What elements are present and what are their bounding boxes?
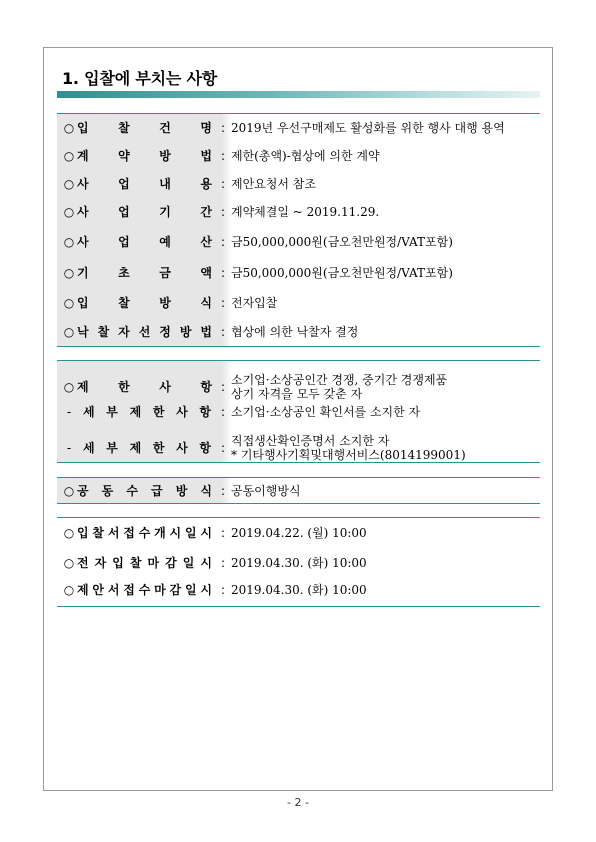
label-char: 사 (159, 380, 171, 394)
row-label (77, 526, 212, 540)
value-line: 2019년 우선구매제도 활성화를 위한 행사 대행 용역 (231, 121, 505, 135)
label-char: 한 (152, 441, 165, 455)
row-value (231, 405, 538, 419)
circle-bullet-icon: ○ (63, 177, 75, 191)
label-char: 입 (77, 296, 89, 310)
row-label (77, 205, 212, 219)
value-line: 직접생산확인증명서 소지한 자 (231, 434, 390, 448)
label-char: 입 (77, 121, 89, 135)
value-line: 전자입찰 (231, 296, 278, 310)
label-char: 찰 (118, 296, 130, 310)
value-line: 2019.04.22. (월) 10:00 (231, 526, 367, 540)
label-char: 간 (200, 205, 212, 219)
value-line: 제한(총액)-협상에 의한 계약 (231, 149, 380, 163)
label-char: 식 (200, 484, 212, 498)
label-char: 액 (200, 266, 212, 280)
row-value (231, 296, 538, 310)
dash-bullet: - (66, 405, 72, 419)
label-char: 업 (118, 177, 130, 191)
row-label (77, 177, 212, 191)
label-char: 찰 (97, 325, 110, 339)
label-char: 일 (184, 583, 197, 597)
label-char: 부 (106, 441, 118, 455)
value-line: 2019.04.30. (화) 10:00 (231, 556, 367, 570)
circle-bullet-icon: ○ (63, 266, 75, 280)
label-char: 공 (77, 484, 89, 498)
section-title: 1. 입찰에 부치는 사항 (62, 69, 217, 88)
row-colon: : (220, 149, 226, 163)
label-char: 명 (200, 121, 212, 135)
label-char: 기 (159, 205, 171, 219)
label-char: 시 (200, 583, 212, 597)
row-label (77, 296, 212, 310)
row-label (77, 121, 212, 135)
label-char: 찰 (92, 526, 105, 540)
label-char: 약 (118, 149, 130, 163)
circle-bullet-icon: ○ (63, 556, 75, 570)
value-line: 금50,000,000원(금오천만원정/VAT포함) (231, 235, 453, 249)
label-char: 일 (182, 556, 195, 570)
row-colon: : (220, 325, 226, 339)
value-line: 계약체결일 ~ 2019.11.29. (231, 205, 380, 219)
circle-bullet-icon: ○ (63, 484, 75, 498)
label-char: 제 (77, 380, 89, 394)
label-char: 수 (138, 583, 151, 597)
label-char: 마 (147, 556, 160, 570)
bid-info-box (57, 113, 540, 347)
row-label (77, 380, 212, 394)
label-char: 자 (118, 325, 130, 339)
circle-bullet-icon: ○ (63, 380, 75, 394)
row-value (231, 434, 538, 462)
row-colon: : (220, 121, 226, 135)
row-label (83, 441, 211, 455)
label-char: 제 (129, 405, 142, 419)
label-char: 식 (200, 296, 212, 310)
dash-bullet: - (66, 441, 72, 455)
label-char: 일 (184, 526, 197, 540)
label-char: 세 (83, 441, 95, 455)
label-char: 시 (200, 526, 212, 540)
label-char: 계 (77, 149, 89, 163)
label-char: 찰 (118, 121, 130, 135)
label-char: 입 (77, 526, 89, 540)
row-label (83, 405, 211, 419)
label-char: 기 (77, 266, 89, 280)
label-char: 용 (200, 177, 212, 191)
row-value (231, 205, 538, 219)
circle-bullet-icon: ○ (63, 205, 75, 219)
label-char: 안 (92, 583, 105, 597)
label-char: 한 (118, 380, 130, 394)
page-number: - 2 - (287, 796, 309, 809)
circle-bullet-icon: ○ (63, 149, 75, 163)
label-char: 법 (200, 149, 212, 163)
label-char: 항 (199, 405, 211, 419)
row-colon: : (220, 266, 226, 280)
row-label (77, 266, 212, 280)
row-value (231, 484, 538, 498)
label-char: 내 (159, 177, 171, 191)
schedule-box (57, 517, 540, 607)
circle-bullet-icon: ○ (63, 325, 75, 339)
row-value (231, 177, 538, 191)
label-char: 사 (176, 441, 188, 455)
label-char: 예 (159, 235, 171, 249)
value-line: 상기 자격을 모두 갖춘 자 (231, 387, 363, 401)
label-char: 낙 (77, 325, 89, 339)
value-line: 금50,000,000원(금오천만원정/VAT포함) (231, 266, 453, 280)
label-char: 선 (138, 325, 151, 339)
row-colon: : (220, 484, 226, 498)
row-value (231, 121, 538, 135)
row-label (77, 235, 212, 249)
label-char: 접 (123, 583, 135, 597)
row-colon: : (220, 526, 226, 540)
row-label (77, 556, 212, 570)
label-char: 입 (112, 556, 124, 570)
label-char: 시 (169, 526, 182, 540)
label-char: 사 (77, 205, 89, 219)
row-colon: : (220, 405, 226, 419)
label-char: 사 (77, 177, 89, 191)
label-char: 사 (176, 405, 188, 419)
label-char: 마 (154, 583, 166, 597)
row-colon: : (220, 235, 226, 249)
label-char: 수 (138, 526, 151, 540)
label-char: 한 (152, 405, 165, 419)
restriction-box (57, 360, 540, 463)
row-value (231, 373, 538, 401)
label-char: 감 (169, 583, 182, 597)
label-char: 개 (154, 526, 166, 540)
row-label (77, 325, 212, 339)
row-colon: : (220, 205, 226, 219)
label-char: 접 (123, 526, 135, 540)
label-char: 감 (165, 556, 177, 570)
row-colon: : (220, 296, 226, 310)
row-value (231, 149, 538, 163)
label-char: 자 (94, 556, 107, 570)
label-char: 제 (77, 583, 89, 597)
label-char: 방 (159, 296, 171, 310)
value-line: 제안요청서 참조 (231, 177, 316, 191)
label-char: 업 (118, 205, 130, 219)
circle-bullet-icon: ○ (63, 121, 75, 135)
circle-bullet-icon: ○ (63, 296, 75, 310)
label-char: 제 (129, 441, 142, 455)
label-char: 건 (159, 121, 171, 135)
label-char: 방 (159, 149, 171, 163)
label-char: 업 (118, 235, 130, 249)
row-label (77, 484, 212, 498)
row-label (77, 583, 212, 597)
label-char: 항 (199, 441, 211, 455)
circle-bullet-icon: ○ (63, 583, 75, 597)
row-colon: : (220, 556, 226, 570)
value-line: * 기타행사기획및대행서비스(8014199001) (231, 448, 466, 462)
joint-supply-box (57, 477, 540, 504)
label-char: 서 (107, 526, 120, 540)
row-value (231, 266, 538, 280)
row-value (231, 325, 538, 339)
row-value (231, 583, 538, 597)
label-char: 세 (83, 405, 95, 419)
label-char: 방 (179, 325, 192, 339)
value-line: 소기업·소상공인 확인서를 소지한 자 (231, 405, 421, 419)
row-colon: : (220, 583, 226, 597)
label-char: 전 (77, 556, 89, 570)
label-char: 수 (126, 484, 138, 498)
label-char: 정 (159, 325, 171, 339)
label-char: 항 (200, 380, 212, 394)
label-char: 법 (200, 325, 212, 339)
value-line: 소기업·소상공인간 경쟁, 중기간 경쟁제품 (231, 373, 448, 387)
row-colon: : (220, 380, 226, 394)
row-value (231, 556, 538, 570)
row-value (231, 235, 538, 249)
value-line: 협상에 의한 낙찰자 결정 (231, 325, 359, 339)
label-char: 산 (200, 235, 212, 249)
label-char: 시 (200, 556, 212, 570)
circle-bullet-icon: ○ (63, 526, 75, 540)
row-colon: : (220, 177, 226, 191)
label-char: 찰 (129, 556, 142, 570)
label-char: 사 (77, 235, 89, 249)
label-char: 서 (107, 583, 120, 597)
label-char: 초 (118, 266, 130, 280)
row-value (231, 526, 538, 540)
label-char: 금 (159, 266, 171, 280)
value-line: 공동이행방식 (231, 484, 301, 498)
label-char: 급 (151, 484, 163, 498)
circle-bullet-icon: ○ (63, 235, 75, 249)
label-char: 방 (175, 484, 188, 498)
label-char: 부 (106, 405, 118, 419)
row-label (77, 149, 212, 163)
value-line: 2019.04.30. (화) 10:00 (231, 583, 367, 597)
label-char: 동 (101, 484, 114, 498)
row-colon: : (220, 441, 226, 455)
title-underline-bar (57, 91, 540, 98)
